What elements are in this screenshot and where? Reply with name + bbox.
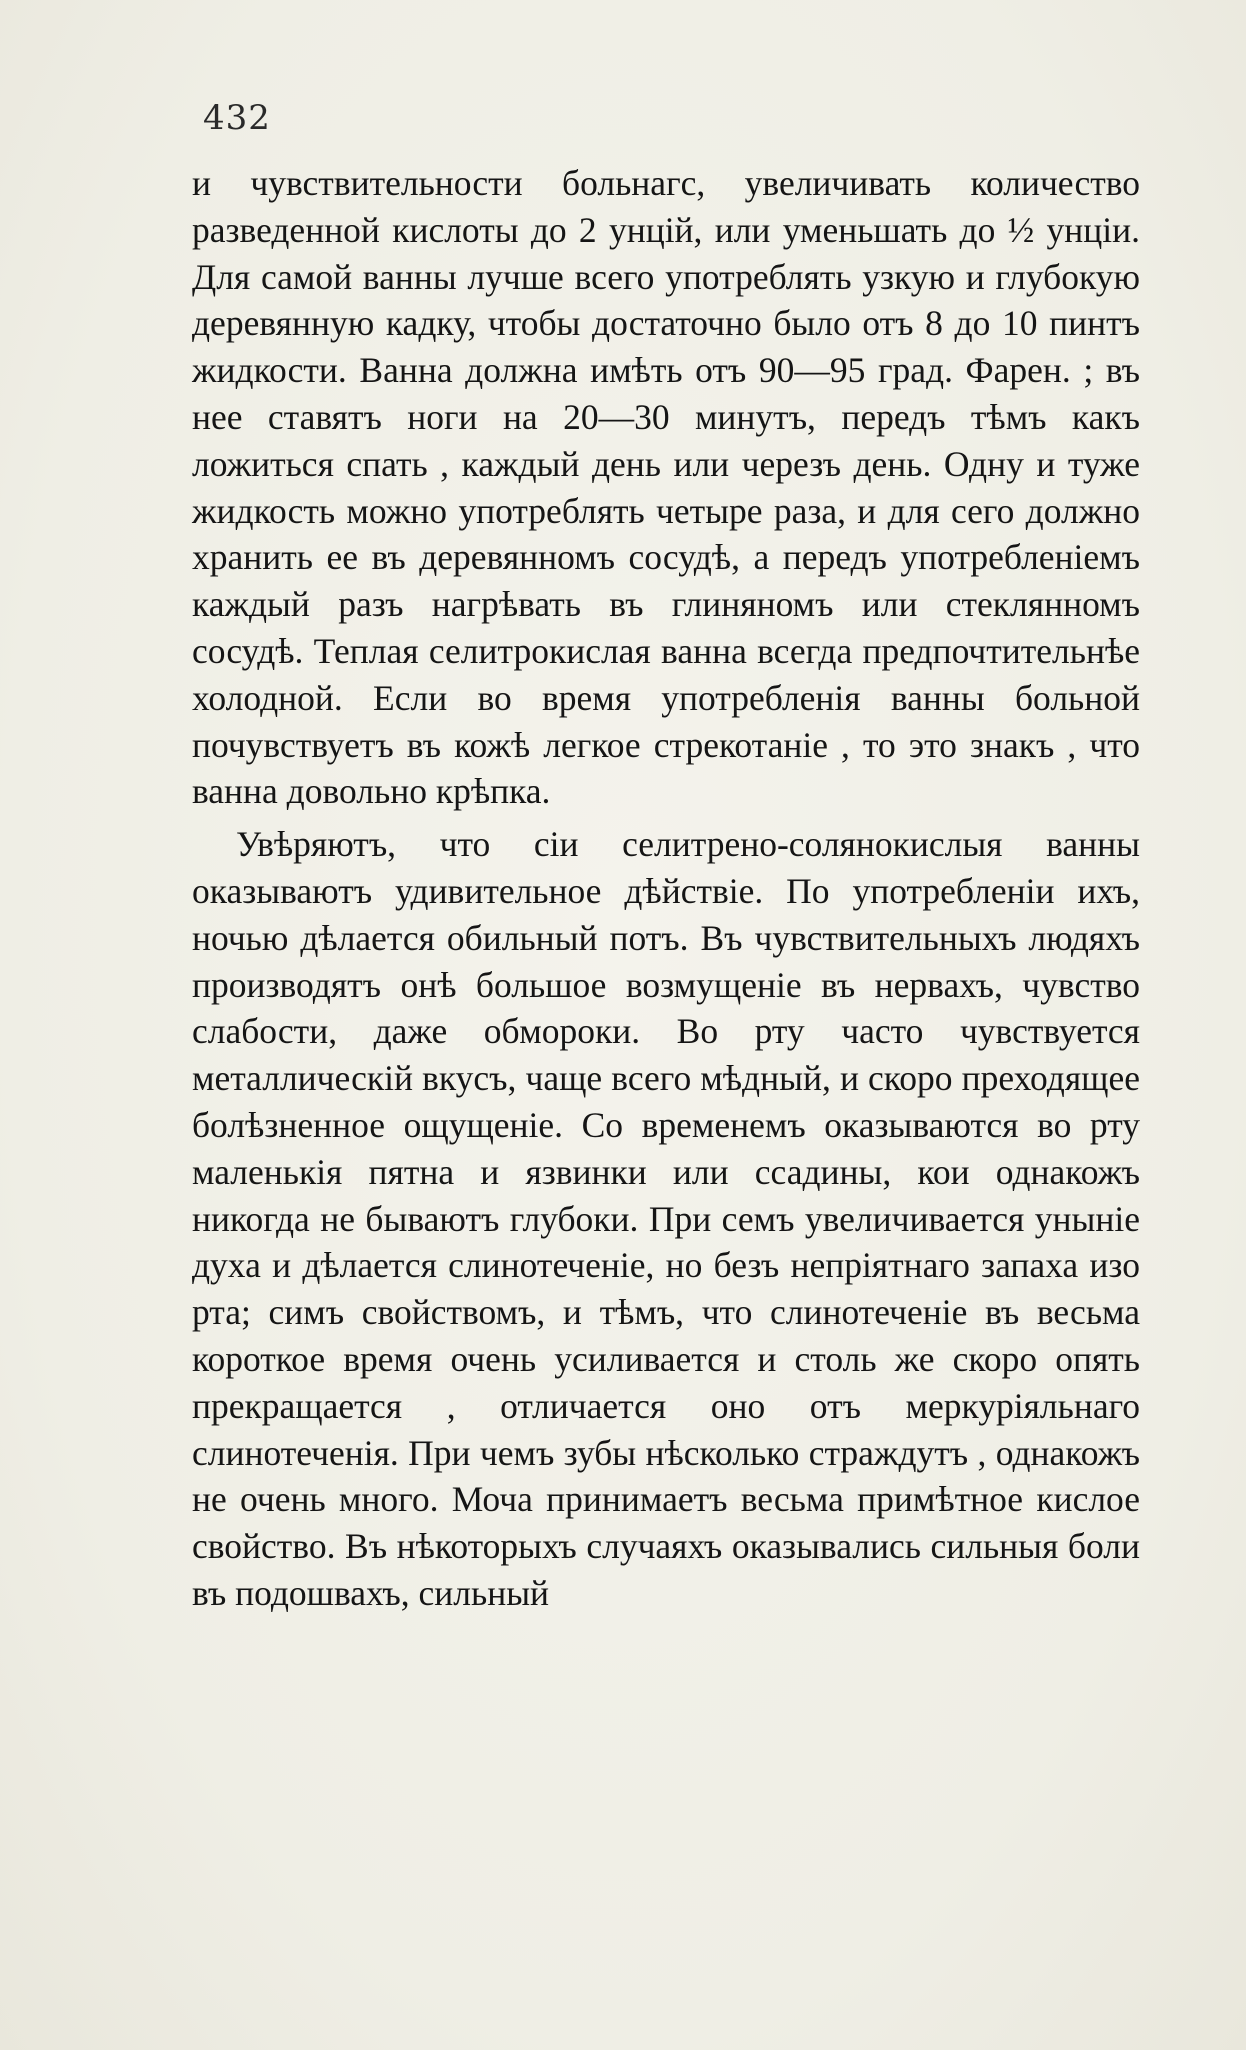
page-number: 432 [203,98,271,138]
body-text [192,160,1140,1617]
paragraph: Увѣряютъ, что сіи селитрено-солянокислыя ванны оказываютъ удивительное дѣйствіе. По употребленіи ихъ, ночью дѣлается обильный потъ. Въ чувствительныхъ людяхъ производятъ онѣ большое возмущеніе въ нервахъ, чувство слабости, даже обмороки. Во рту часто чувствуется металлическій вкусъ, чаще всего мѣдный, и скоро преходящее болѣзненное ощущеніе. Со временемъ оказываются во рту маленькія пятна и язвинки или ссадины, кои однакожъ никогда не бываютъ глубоки. При семъ увеличивается уныніе духа и дѣлается слинотеченіе, но безъ непріятнаго запаха изо рта; симъ свойствомъ, и тѣмъ, что слинотеченіе въ весьма короткое время очень усиливается и столь же скоро опять прекращается , отличается оно отъ меркуріяльнаго слинотеченія. При чемъ зубы нѣсколько страждутъ , однакожъ не очень много. Моча принимаетъ весьма примѣтное кислое свойство. Въ нѣкоторыхъ случаяхъ оказывались сильныя боли въ подошвахъ, сильный [192,824,1140,1613]
paragraph: и чувствительности больнагс, увеличивать количество разведенной кислоты до 2 унцій, или уменьшать до ½ унціи. Для самой ванны лучше всего употреблять узкую и глубокую деревянную кадку, чтобы достаточно было отъ 8 до 10 пинтъ жидкости. Ванна должна имѣть отъ 90—95 град. Фарен. ; въ нее ставятъ ноги на 20—30 минутъ, передъ тѣмъ какъ ложиться спать , каждый день или черезъ день. Одну и туже жидкость можно употреблять четыре раза, и для сего должно хранить ее въ деревянномъ сосудѣ, а передъ употребленіемъ каждый разъ нагрѣвать въ глиняномъ или стеклянномъ сосудѣ. Теплая селитрокислая ванна всегда предпочтительнѣе холодной. Если во время употребленія ванны больной почувствуетъ въ кожѣ легкое стрекотаніе , то это знакъ , что ванна довольно крѣпка. [192,163,1140,812]
